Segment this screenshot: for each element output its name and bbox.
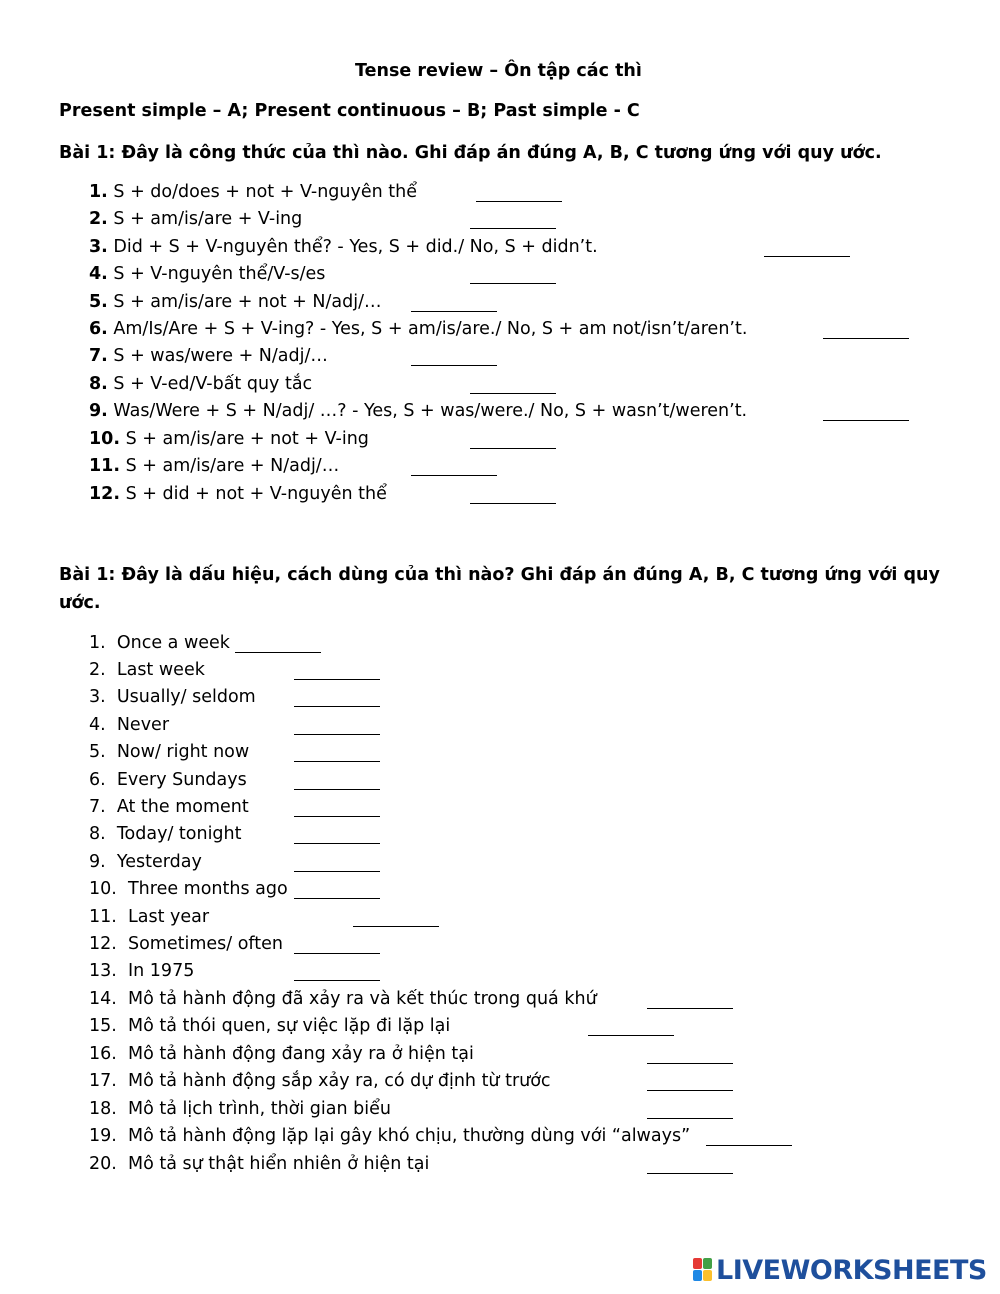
list-item: 10. Three months ago bbox=[89, 879, 288, 899]
answer-blank[interactable] bbox=[647, 1062, 733, 1064]
answer-blank[interactable] bbox=[294, 815, 380, 817]
list-item: 18. Mô tả lịch trình, thời gian biểu bbox=[89, 1099, 391, 1119]
answer-blank[interactable] bbox=[647, 1117, 733, 1119]
answer-blank[interactable] bbox=[476, 200, 562, 202]
list-item: 15. Mô tả thói quen, sự việc lặp đi lặp lại bbox=[89, 1016, 451, 1036]
answer-blank[interactable] bbox=[470, 502, 556, 504]
list-item: 12. S + did + not + V-nguyên thể bbox=[89, 484, 387, 504]
answer-blank[interactable] bbox=[235, 651, 321, 653]
list-item: 2. S + am/is/are + V-ing bbox=[89, 209, 303, 229]
list-item: 1. S + do/does + not + V-nguyên thể bbox=[89, 182, 417, 202]
answer-blank[interactable] bbox=[470, 392, 556, 394]
answer-blank[interactable] bbox=[470, 447, 556, 449]
list-item: 3. Usually/ seldom bbox=[89, 687, 256, 707]
answer-blank[interactable] bbox=[294, 842, 380, 844]
answer-blank[interactable] bbox=[294, 870, 380, 872]
answer-blank[interactable] bbox=[294, 733, 380, 735]
list-item: 12. Sometimes/ often bbox=[89, 934, 284, 954]
list-item: 5. S + am/is/are + not + N/adj/… bbox=[89, 292, 382, 312]
answer-blank[interactable] bbox=[294, 678, 380, 680]
list-item: 10. S + am/is/are + not + V-ing bbox=[89, 429, 369, 449]
list-item: 20. Mô tả sự thật hiển nhiên ở hiện tại bbox=[89, 1154, 430, 1174]
list-item: 19. Mô tả hành động lặp lại gây khó chịu, thường dùng với “always” bbox=[89, 1126, 691, 1146]
answer-blank[interactable] bbox=[647, 1089, 733, 1091]
list-item: 7. S + was/were + N/adj/… bbox=[89, 346, 328, 366]
list-item: 14. Mô tả hành động đã xảy ra và kết thúc trong quá khứ bbox=[89, 989, 597, 1009]
list-item: 13. In 1975 bbox=[89, 961, 195, 981]
page-title: Tense review – Ôn tập các thì bbox=[355, 61, 642, 81]
tense-legend: Present simple – A; Present continuous – B; Past simple - C bbox=[59, 101, 640, 121]
list-item: 16. Mô tả hành động đang xảy ra ở hiện tại bbox=[89, 1044, 474, 1064]
brand-name: LIVEWORKSHEETS bbox=[716, 1254, 987, 1286]
list-item: 8. S + V-ed/V-bất quy tắc bbox=[89, 374, 313, 394]
answer-blank[interactable] bbox=[823, 337, 909, 339]
answer-blank[interactable] bbox=[294, 760, 380, 762]
list-item: 3. Did + S + V-nguyên thể? - Yes, S + did./ No, S + didn’t. bbox=[89, 237, 598, 257]
list-item: 17. Mô tả hành động sắp xảy ra, có dự định từ trước bbox=[89, 1071, 551, 1091]
liveworksheets-logo[interactable] bbox=[693, 1255, 987, 1285]
answer-blank[interactable] bbox=[647, 1172, 733, 1174]
list-item: 11. S + am/is/are + N/adj/… bbox=[89, 456, 340, 476]
list-item: 9. Was/Were + S + N/adj/ …? - Yes, S + was/were./ No, S + wasn’t/weren’t. bbox=[89, 401, 748, 421]
answer-blank[interactable] bbox=[470, 282, 556, 284]
answer-blank[interactable] bbox=[294, 788, 380, 790]
answer-blank[interactable] bbox=[588, 1034, 674, 1036]
answer-blank[interactable] bbox=[411, 310, 497, 312]
list-item: 4. S + V-nguyên thể/V-s/es bbox=[89, 264, 326, 284]
answer-blank[interactable] bbox=[294, 705, 380, 707]
answer-blank[interactable] bbox=[706, 1144, 792, 1146]
answer-blank[interactable] bbox=[764, 255, 850, 257]
list-item: 8. Today/ tonight bbox=[89, 824, 242, 844]
exercise-1-heading: Bài 1: Đây là công thức của thì nào. Ghi đáp án đúng A, B, C tương ứng với quy ước. bbox=[59, 143, 882, 163]
exercise-2-heading: Bài 1: Đây là dấu hiệu, cách dùng của thì nào? Ghi đáp án đúng A, B, C tương ứng với quy bbox=[59, 565, 940, 585]
answer-blank[interactable] bbox=[294, 952, 380, 954]
answer-blank[interactable] bbox=[647, 1007, 733, 1009]
list-item: 4. Never bbox=[89, 715, 170, 735]
list-item: 2. Last week bbox=[89, 660, 205, 680]
exercise-2-heading-cont: ước. bbox=[59, 593, 101, 613]
answer-blank[interactable] bbox=[411, 364, 497, 366]
answer-blank[interactable] bbox=[823, 419, 909, 421]
list-item: 9. Yesterday bbox=[89, 852, 202, 872]
answer-blank[interactable] bbox=[294, 897, 380, 899]
list-item: 7. At the moment bbox=[89, 797, 249, 817]
list-item: 1. Once a week bbox=[89, 633, 230, 653]
answer-blank[interactable] bbox=[411, 474, 497, 476]
liveworksheets-logo-icon bbox=[693, 1258, 713, 1282]
list-item: 6. Am/Is/Are + S + V-ing? - Yes, S + am/is/are./ No, S + am not/isn’t/aren’t. bbox=[89, 319, 748, 339]
answer-blank[interactable] bbox=[294, 979, 380, 981]
answer-blank[interactable] bbox=[470, 227, 556, 229]
list-item: 6. Every Sundays bbox=[89, 770, 247, 790]
answer-blank[interactable] bbox=[353, 925, 439, 927]
list-item: 11. Last year bbox=[89, 907, 210, 927]
list-item: 5. Now/ right now bbox=[89, 742, 250, 762]
